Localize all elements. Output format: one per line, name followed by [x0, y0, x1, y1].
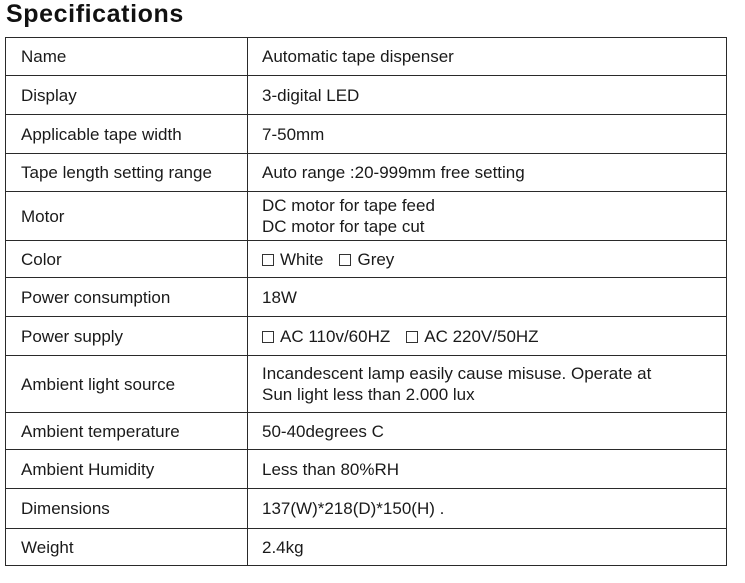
table-row — [6, 278, 727, 317]
checkbox-icon — [262, 331, 274, 343]
table-row — [6, 154, 727, 192]
spec-value: Auto range :20-999mm free setting — [248, 154, 727, 192]
spec-label: Power supply — [6, 317, 248, 356]
spec-value-line: DC motor for tape cut — [262, 217, 425, 236]
power-option-220v — [406, 326, 538, 347]
option-label: AC 110v/60HZ — [280, 326, 391, 346]
power-option-110v — [262, 326, 390, 347]
spec-value: 7-50mm — [248, 115, 727, 154]
spec-label: Ambient Humidity — [6, 450, 248, 489]
table-row — [6, 38, 727, 76]
spec-value: Automatic tape dispenser — [248, 38, 727, 76]
page-title: Specifications — [6, 0, 184, 28]
checkbox-icon — [339, 254, 351, 266]
spec-label: Applicable tape width — [6, 115, 248, 154]
spec-label: Color — [6, 241, 248, 278]
spec-value: 18W — [248, 278, 727, 317]
spec-value-line: DC motor for tape feed — [262, 196, 435, 215]
spec-label: Ambient light source — [6, 356, 248, 413]
spec-value: 137(W)*218(D)*150(H) . — [248, 489, 727, 529]
color-option-white — [262, 249, 323, 270]
table-row — [6, 529, 727, 566]
spec-label: Motor — [6, 192, 248, 241]
table-row — [6, 317, 727, 356]
spec-value-line: Sun light less than 2.000 lux — [262, 385, 475, 404]
option-label: AC 220V/50HZ — [424, 326, 539, 346]
table-row — [6, 76, 727, 115]
spec-value: Less than 80%RH — [248, 450, 727, 489]
table-row — [6, 356, 727, 413]
table-row — [6, 413, 727, 450]
spec-value — [248, 356, 727, 413]
spec-label: Weight — [6, 529, 248, 566]
spec-label: Name — [6, 38, 248, 76]
color-option-grey — [339, 249, 394, 270]
spec-value-line: Incandescent lamp easily cause misuse. Operate at — [262, 364, 652, 383]
checkbox-icon — [406, 331, 418, 343]
spec-value — [248, 317, 727, 356]
table-row — [6, 450, 727, 489]
table-row — [6, 241, 727, 278]
spec-label: Display — [6, 76, 248, 115]
option-label: Grey — [357, 249, 395, 269]
option-label: White — [280, 249, 324, 269]
spec-value — [248, 192, 727, 241]
table-row — [6, 115, 727, 154]
spec-value: 2.4kg — [248, 529, 727, 566]
specifications-table — [5, 37, 727, 566]
spec-label: Ambient temperature — [6, 413, 248, 450]
table-row — [6, 192, 727, 241]
spec-value: 50-40degrees C — [248, 413, 727, 450]
table-row — [6, 489, 727, 529]
spec-label: Power consumption — [6, 278, 248, 317]
spec-label: Dimensions — [6, 489, 248, 529]
checkbox-icon — [262, 254, 274, 266]
spec-value: 3-digital LED — [248, 76, 727, 115]
spec-label: Tape length setting range — [6, 154, 248, 192]
spec-value — [248, 241, 727, 278]
